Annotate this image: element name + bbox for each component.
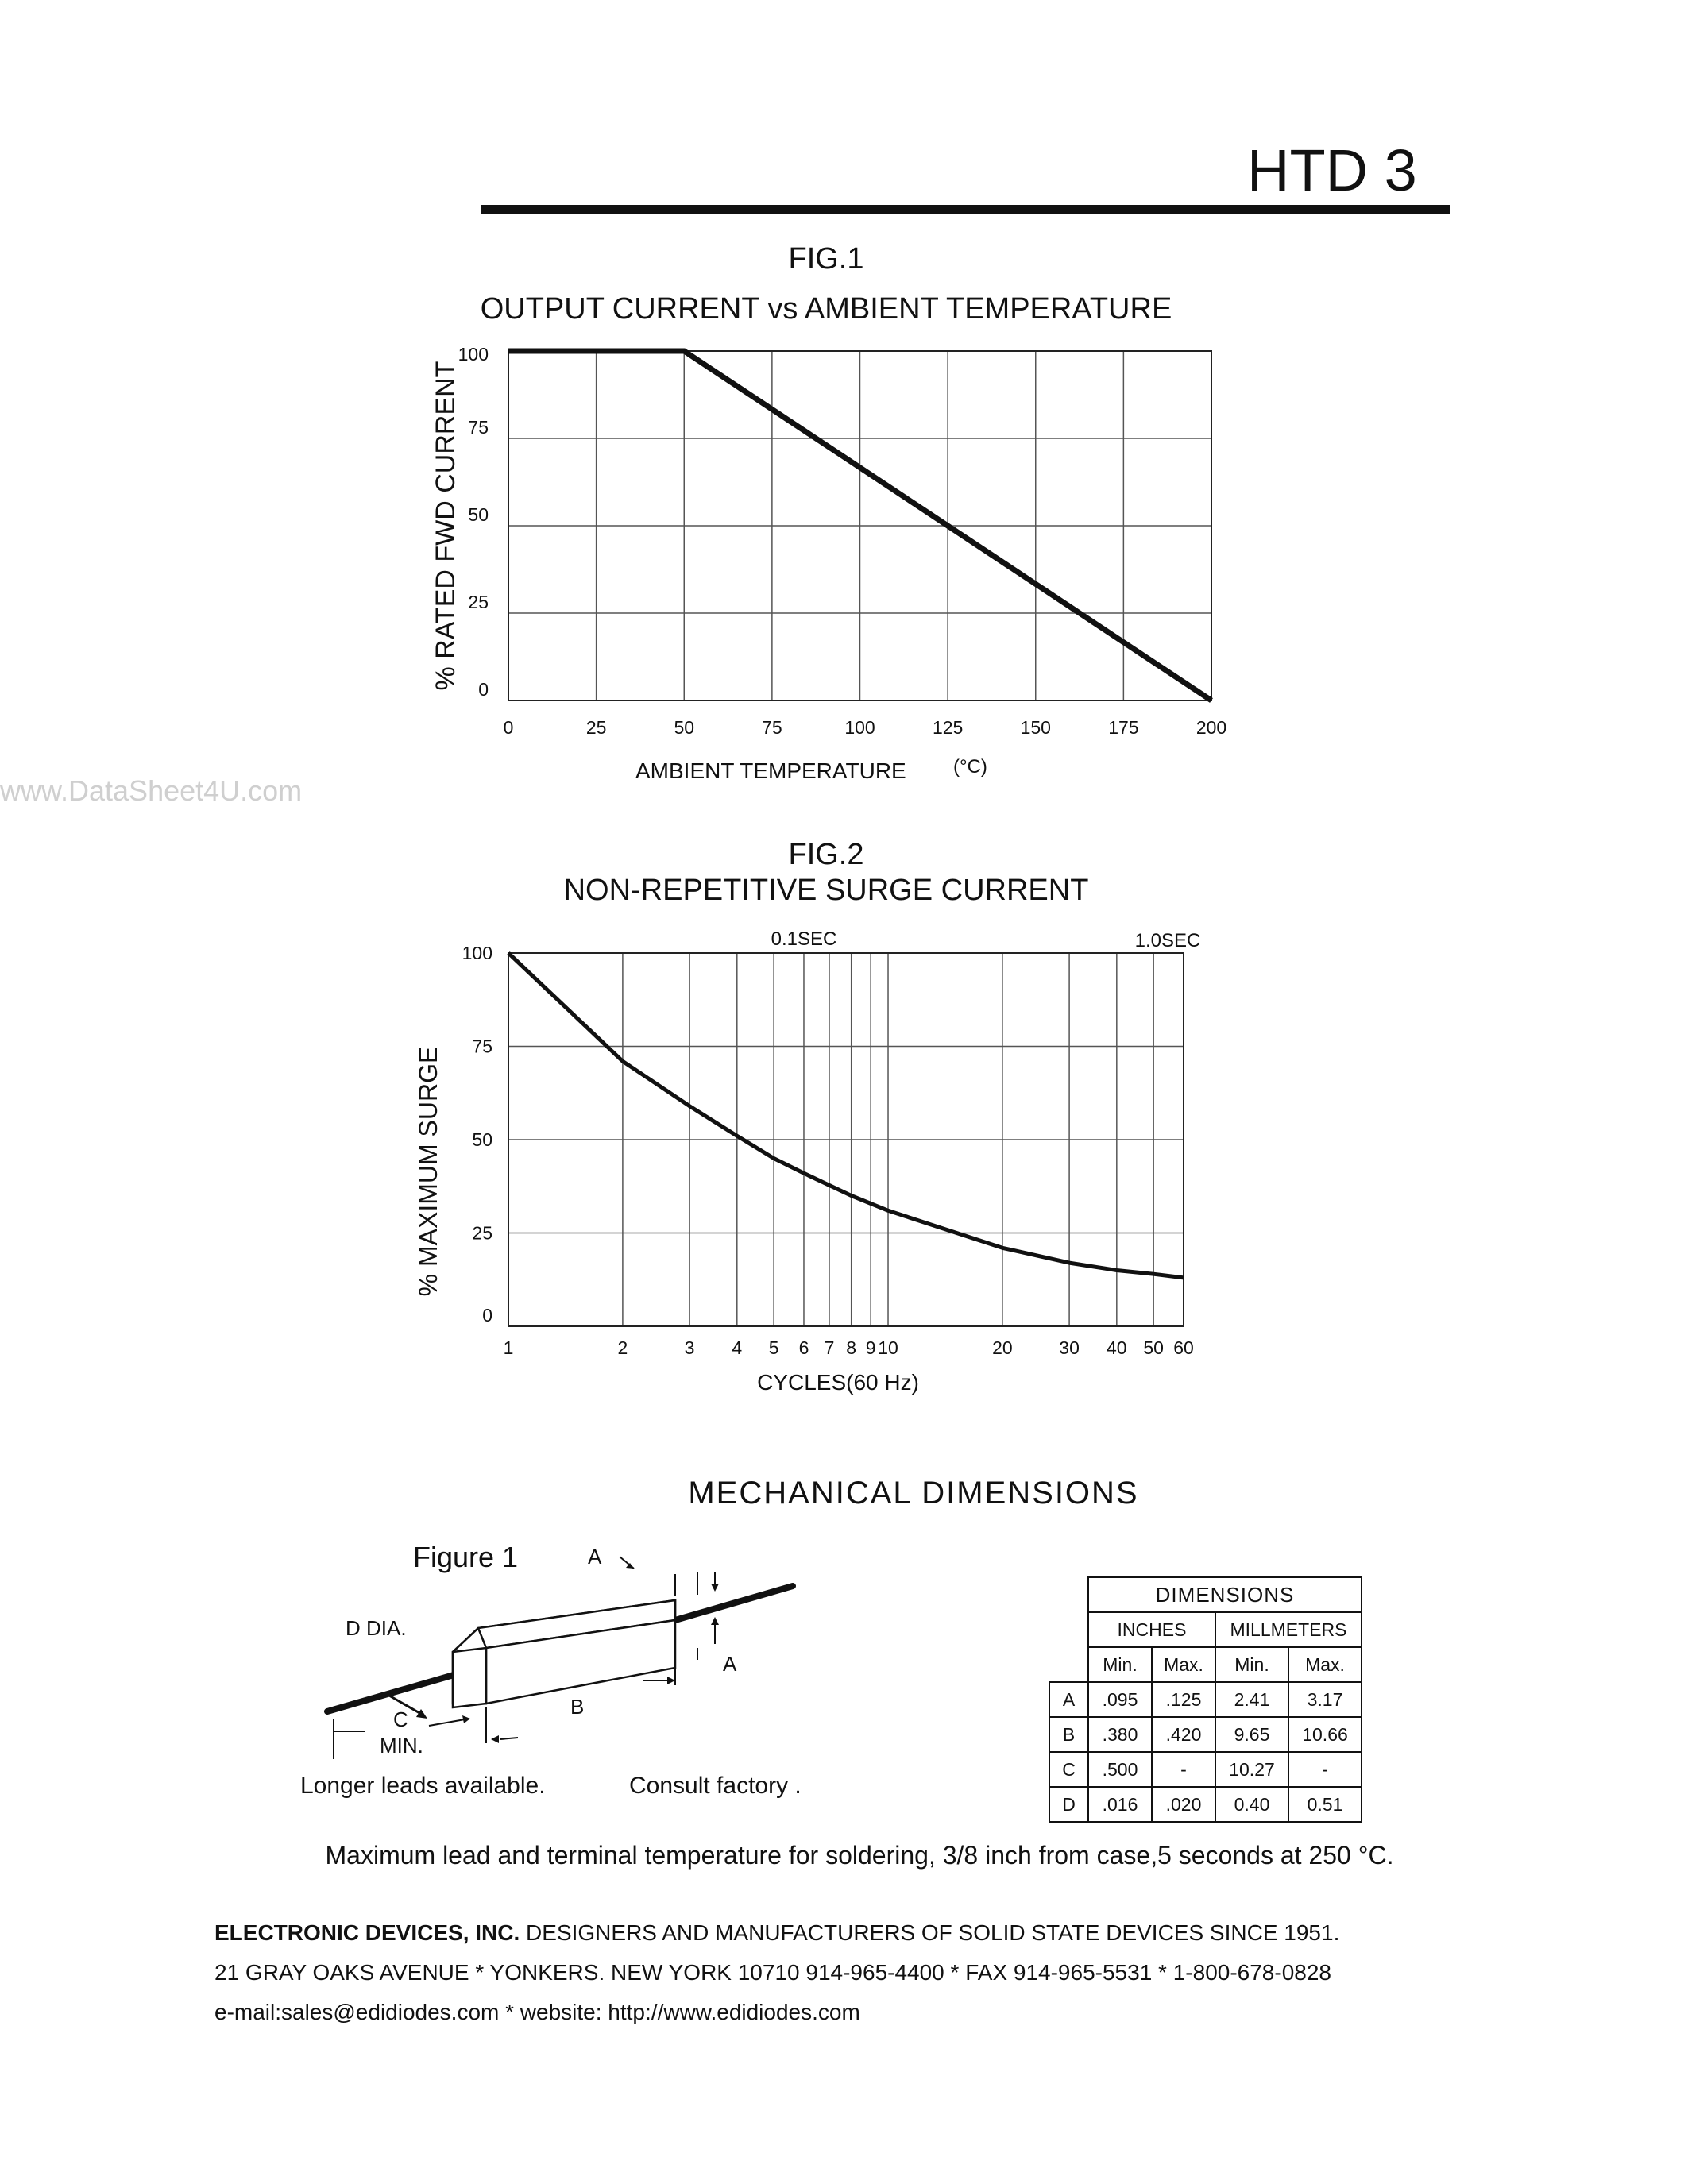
table-cell: 0.40 [1215, 1787, 1288, 1822]
dim-label-a-side: A [723, 1652, 737, 1676]
subheader-min: Min. [1215, 1647, 1288, 1682]
solder-note: Maximum lead and terminal temperature for soldering, 3/8 inch from case,5 seconds at 250 °C. [325, 1841, 1394, 1870]
table-cell: .420 [1152, 1717, 1215, 1752]
table-cell: - [1152, 1752, 1215, 1787]
company-address: 21 GRAY OAKS AVENUE * YONKERS. NEW YORK 10710 914-965-4400 * FAX 914-965-5531 * 1-800-678-0828 [214, 1960, 1331, 1985]
row-label: D [1049, 1787, 1088, 1822]
y-tick-label: 75 [472, 1036, 492, 1057]
dim-label-d-dia: D DIA. [346, 1616, 407, 1640]
x-tick-label: 75 [762, 717, 782, 738]
y-axis-label: % MAXIMUM SURGE [414, 1046, 442, 1297]
y-tick-label: 75 [468, 417, 489, 438]
millimeters-header: MILLMETERS [1215, 1612, 1362, 1647]
x-tick-label: 8 [846, 1337, 857, 1358]
table-cell: 0.51 [1288, 1787, 1362, 1822]
y-tick-label: 25 [468, 592, 489, 612]
table-row [1049, 1682, 1362, 1717]
dim-label-a-top: A [588, 1545, 602, 1569]
x-tick-label: 50 [1143, 1337, 1164, 1358]
table-cell: - [1288, 1752, 1362, 1787]
x-tick-label: 40 [1107, 1337, 1127, 1358]
x-tick-label: 150 [1020, 717, 1051, 738]
table-cell: 10.66 [1288, 1717, 1362, 1752]
dimensions-table [1049, 1576, 1362, 1823]
x-axis-label: AMBIENT TEMPERATURE [635, 758, 906, 783]
y-tick-label: 50 [472, 1129, 492, 1150]
component-body [453, 1600, 675, 1707]
x-tick-label: 125 [932, 717, 964, 738]
row-label: A [1049, 1682, 1088, 1717]
right-lead [675, 1586, 793, 1620]
watermark: www.DataSheet4U.com [0, 774, 303, 807]
x-tick-label: 20 [992, 1337, 1013, 1358]
y-tick-label: 100 [458, 344, 489, 365]
table-cell: 2.41 [1215, 1682, 1288, 1717]
consult-note: Consult factory . [629, 1773, 802, 1799]
x-tick-label: 0 [503, 717, 514, 738]
fig2-label: FIG.2 [788, 838, 864, 871]
x-tick-label: 5 [768, 1337, 779, 1358]
table-row [1049, 1787, 1362, 1822]
x-tick-label: 2 [617, 1337, 628, 1358]
dim-label-min: MIN. [380, 1734, 423, 1758]
left-lead [327, 1672, 465, 1711]
y-axis-label: % RATED FWD CURRENT [431, 361, 461, 691]
subheader-min: Min. [1088, 1647, 1152, 1682]
dimensions-table-title: DIMENSIONS [1088, 1577, 1362, 1612]
fig2-chart [397, 921, 1271, 1414]
table-row [1049, 1717, 1362, 1752]
table-cell: 10.27 [1215, 1752, 1288, 1787]
x-tick-label: 7 [824, 1337, 835, 1358]
title-rule [481, 205, 1450, 214]
x-tick-label: 60 [1173, 1337, 1194, 1358]
annotation-0-1sec: 0.1SEC [771, 928, 837, 950]
fig1-chart [397, 334, 1271, 794]
inches-header: INCHES [1088, 1612, 1215, 1647]
y-tick-label: 25 [472, 1222, 492, 1244]
surge-curve [508, 953, 1184, 1278]
company-contact: e-mail:sales@edidiodes.com * website: http://www.edidiodes.com [214, 2000, 860, 2024]
fig1-label: FIG.1 [788, 242, 864, 276]
y-tick-label: 50 [468, 504, 489, 525]
table-cell: 3.17 [1288, 1682, 1362, 1717]
leads-note: Longer leads available. [300, 1773, 546, 1799]
x-tick-label: 6 [798, 1337, 809, 1358]
fig2-title: NON-REPETITIVE SURGE CURRENT [563, 874, 1089, 907]
table-cell: .020 [1152, 1787, 1215, 1822]
company-name: ELECTRONIC DEVICES, INC. [214, 1920, 520, 1945]
x-tick-label: 30 [1059, 1337, 1080, 1358]
table-cell: .016 [1088, 1787, 1152, 1822]
x-axis-unit: (°C) [953, 756, 987, 778]
table-cell: .125 [1152, 1682, 1215, 1717]
y-tick-label: 0 [478, 679, 489, 700]
fig1-title: OUTPUT CURRENT vs AMBIENT TEMPERATURE [480, 292, 1172, 326]
x-tick-label: 175 [1108, 717, 1139, 738]
table-cell: .500 [1088, 1752, 1152, 1787]
x-tick-label: 200 [1196, 717, 1227, 738]
mechanical-heading: MECHANICAL DIMENSIONS [688, 1476, 1139, 1511]
x-tick-label: 25 [585, 717, 607, 738]
x-tick-label: 10 [878, 1337, 898, 1358]
company-tagline: DESIGNERS AND MANUFACTURERS OF SOLID STATE DEVICES SINCE 1951. [526, 1920, 1340, 1945]
document-title: HTD 3 [1247, 137, 1417, 203]
subheader-max: Max. [1152, 1647, 1215, 1682]
annotation-1-0sec: 1.0SEC [1134, 930, 1201, 951]
x-tick-label: 100 [844, 717, 875, 738]
x-axis-label: CYCLES(60 Hz) [757, 1370, 919, 1395]
dim-label-c: C [393, 1707, 408, 1731]
x-tick-label: 9 [865, 1337, 876, 1358]
y-tick-label: 0 [482, 1305, 492, 1325]
y-tick-label: 100 [462, 943, 492, 963]
x-tick-label: 50 [674, 717, 695, 738]
mechanical-figure-label: Figure 1 [413, 1541, 519, 1573]
x-tick-label: 1 [503, 1337, 514, 1358]
component-drawing [302, 1541, 858, 1803]
table-cell: 9.65 [1215, 1717, 1288, 1752]
subheader-max: Max. [1288, 1647, 1362, 1682]
dim-label-b: B [570, 1695, 585, 1719]
row-label: C [1049, 1752, 1088, 1787]
row-label: B [1049, 1717, 1088, 1752]
table-row [1049, 1752, 1362, 1787]
table-cell: .095 [1088, 1682, 1152, 1717]
table-cell: .380 [1088, 1717, 1152, 1752]
x-tick-label: 3 [684, 1337, 695, 1358]
x-tick-label: 4 [732, 1337, 743, 1358]
